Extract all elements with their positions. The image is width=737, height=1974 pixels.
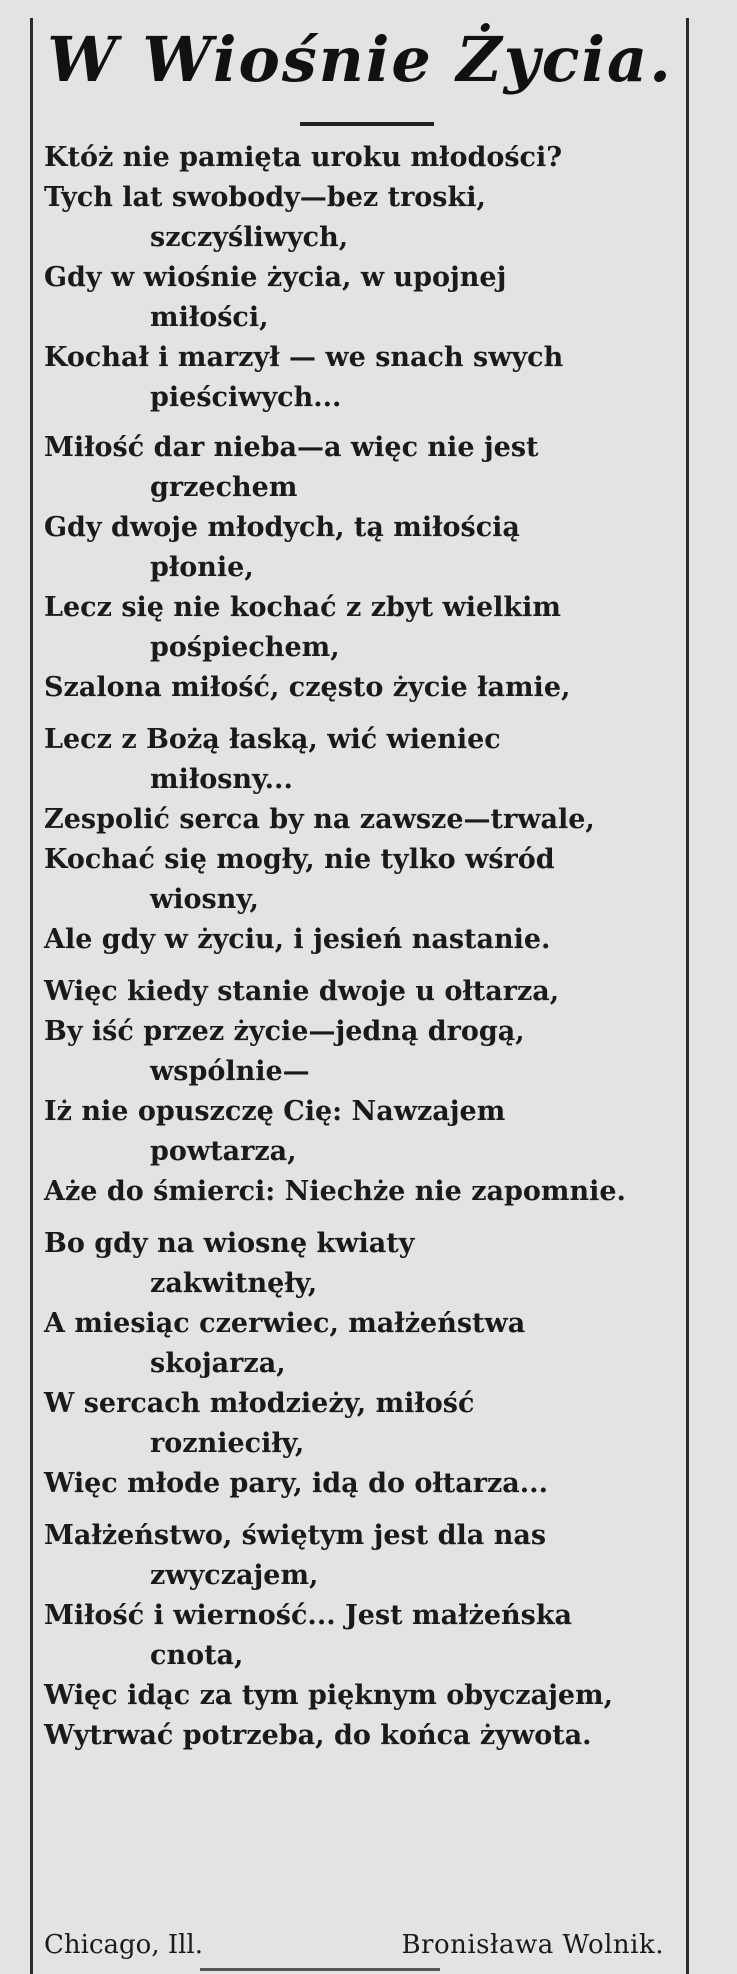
poem-line: wiosny, — [150, 884, 259, 915]
poem-line: Kochać się mogły, nie tylko wśród — [44, 844, 555, 875]
poem-line: Szalona miłość, często życie łamie, — [44, 672, 571, 703]
stanza-6 — [44, 1516, 674, 1756]
poem-line: cnota, — [150, 1640, 244, 1671]
poem-line: W sercach młodzieży, miłość — [44, 1388, 475, 1419]
bottom-rule — [200, 1968, 440, 1971]
right-column-rule — [686, 18, 689, 1974]
poem-line: Więc młode pary, idą do ołtarza... — [44, 1468, 548, 1499]
poem-line: Tych lat swobody—bez troski, — [44, 182, 486, 213]
poem-line: Więc kiedy stanie dwoje u ołtarza, — [44, 976, 560, 1007]
poem-line: Kochał i marzył — we snach swych — [44, 342, 564, 373]
stanza-4 — [44, 972, 674, 1212]
poem-line: Małżeństwo, świętym jest dla nas — [44, 1520, 547, 1551]
poem-line: Zespolić serca by na zawsze—trwale, — [44, 804, 595, 835]
poem-line: By iść przez życie—jedną drogą, — [44, 1016, 525, 1047]
poem-line: miłości, — [150, 302, 269, 333]
poem-line: płonie, — [150, 552, 254, 583]
poem-line: Aże do śmierci: Niechże nie zapomnie. — [44, 1176, 626, 1207]
poem-line: zakwitnęły, — [150, 1268, 318, 1299]
poem-line: wspólnie— — [150, 1056, 310, 1087]
stanza-1 — [44, 138, 674, 418]
stanza-3 — [44, 720, 674, 960]
poem-line: Miłość i wierność... Jest małżeńska — [44, 1600, 573, 1631]
poem-line: grzechem — [150, 472, 298, 503]
poem-line: Więc idąc za tym pięknym obyczajem, — [44, 1680, 614, 1711]
left-column-rule — [30, 18, 33, 1974]
poem-line: roznieciły, — [150, 1428, 305, 1459]
poem-line: Iż nie opuszczę Cię: Nawzajem — [44, 1096, 506, 1127]
footer-author: Bronisława Wolnik. — [401, 1930, 664, 1960]
poem-line: A miesiąc czerwiec, małżeństwa — [44, 1308, 526, 1339]
poem-line: Lecz z Bożą łaską, wić wieniec — [44, 724, 501, 755]
poem-line: Bo gdy na wiosnę kwiaty — [44, 1228, 415, 1259]
poem-line: pośpiechem, — [150, 632, 340, 663]
poem-line: miłosny... — [150, 764, 293, 795]
poem-line: powtarza, — [150, 1136, 297, 1167]
poem-line: zwyczajem, — [150, 1560, 319, 1591]
stanza-2 — [44, 428, 674, 708]
title-underline-rule — [300, 122, 434, 126]
poem-line: skojarza, — [150, 1348, 286, 1379]
poem-body — [44, 138, 674, 1756]
poem-line: Gdy dwoje młodych, tą miłością — [44, 512, 520, 543]
poem-line: pieściwych... — [150, 382, 342, 413]
poem-line: Wytrwać potrzeba, do końca żywota. — [44, 1720, 592, 1751]
poem-line: Gdy w wiośnie życia, w upojnej — [44, 262, 507, 293]
stanza-5 — [44, 1224, 674, 1504]
poem-line: Lecz się nie kochać z zbyt wielkim — [44, 592, 561, 623]
poem-title: W Wiośnie Życia. — [47, 23, 673, 96]
poem-line: szczyśliwych, — [150, 222, 349, 253]
poem-line: Ale gdy w życiu, i jesień nastanie. — [44, 924, 551, 955]
poem-line: Któż nie pamięta uroku młodości? — [44, 142, 563, 173]
footer-place: Chicago, Ill. — [44, 1930, 204, 1960]
poem-line: Miłość dar nieba—a więc nie jest — [44, 432, 539, 463]
